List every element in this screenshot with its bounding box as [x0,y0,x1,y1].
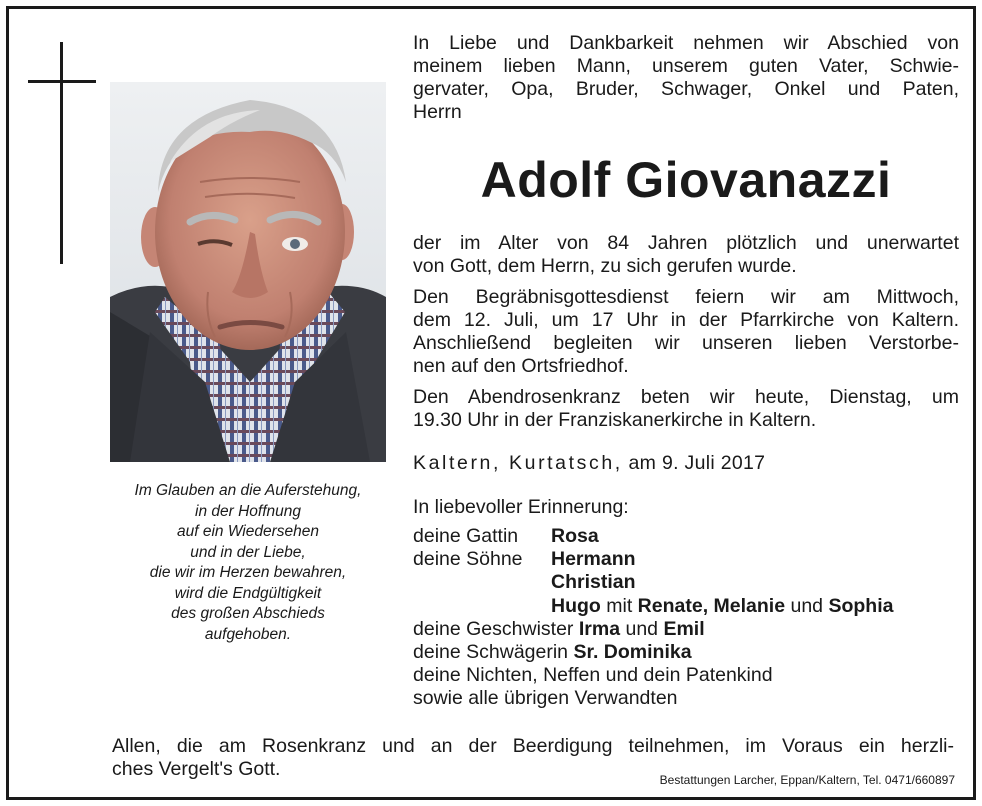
relation-label: deine Söhne [413,548,523,571]
intro-line: meinem lieben Mann, unserem guten Vater, Schwie- [413,55,959,77]
family-name: Irma [578,617,621,640]
quote-block [100,481,396,645]
family-row-wife [413,525,893,548]
funeral-paragraph [413,286,959,378]
family-row-son [413,571,893,594]
family-name: Rosa [551,525,599,547]
quote-line: Im Glauben an die Auferstehung, [134,482,362,499]
family-name: Christian [551,571,636,594]
notice-date: am 9. Juli 2017 [628,452,766,474]
family-list [413,525,893,711]
portrait-photo [110,82,386,462]
family-row-relatives [413,687,893,710]
connector-text: und [790,594,824,617]
connector-text: und [625,617,659,640]
relation-label: deine Nichten, Neffen und dein Patenkind [413,664,773,687]
family-row-son [413,595,893,618]
family-name: Sophia [828,594,894,617]
funeral-line: dem 12. Juli, um 17 Uhr in der Pfarrkirche von Kaltern. [413,309,959,331]
funeral-line: nen auf den Ortsfriedhof. [413,355,629,377]
family-row-sons [413,548,893,571]
memory-heading-text: In liebevoller Erinnerung: [413,496,629,518]
quote-line: auf ein Wiedersehen [176,523,320,540]
intro-line: Herrn [413,101,462,123]
quote-line: wird die Endgültigkeit [174,584,322,602]
intro-line: In Liebe und Dankbarkeit nehmen wir Abschied von [413,32,959,54]
closing-line: ches Vergelt's Gott. [112,758,281,780]
quote-line: in der Hoffnung [195,502,301,520]
family-row-sister-in-law [413,641,893,664]
quote-line: und in der Liebe, [190,543,306,561]
family-name: Emil [663,617,705,640]
place-date [413,452,959,475]
rosary-line: Den Abendrosenkranz beten wir heute, Dienstag, um [413,386,959,408]
age-line: der im Alter von 84 Jahren plötzlich und unerwartet [413,232,959,254]
rosary-line: 19.30 Uhr in der Franziskanerkirche in Kaltern. [413,409,817,431]
intro-paragraph [413,32,959,124]
age-paragraph [413,232,959,278]
quote-line: aufgehoben. [204,625,292,643]
family-row-siblings [413,618,893,641]
place-names: Kaltern, Kurtatsch, [413,452,623,474]
funeral-line: Anschließend begleiten wir unseren lieben Verstorbe- [413,332,959,354]
deceased-name: Adolf Giovanazzi [480,152,892,208]
memory-heading [413,496,959,519]
connector-text: mit [606,594,633,617]
family-row-nieces [413,664,893,687]
cross-icon [60,42,63,264]
relation-label: sowie alle übrigen Verwandten [413,687,678,710]
cross-icon-bar [28,80,96,83]
rosary-paragraph [413,386,959,432]
relation-label: deine Geschwister [413,617,574,640]
family-name: Hermann [551,548,636,571]
quote-line: die wir im Herzen bewahren, [149,564,347,581]
intro-line: gervater, Opa, Bruder, Schwager, Onkel und Paten, [413,78,959,100]
funeral-line: Den Begräbnisgottesdienst feiern wir am Mittwoch, [413,286,959,308]
closing-line: Allen, die am Rosenkranz und an der Beerdigung teilnehmen, im Voraus ein herzli- [112,735,954,757]
family-name: Sr. Dominika [573,640,692,663]
quote-line: des großen Abschieds [171,605,325,622]
relation-label: deine Schwägerin [413,640,569,663]
family-name: Hugo [551,594,601,617]
relation-label: deine Gattin [413,525,519,547]
funeral-home-footer: Bestattungen Larcher, Eppan/Kaltern, Tel. 0471/660897 [659,773,955,787]
family-name: Renate, Melanie [637,594,786,617]
age-line: von Gott, dem Herrn, zu sich gerufen wurde. [413,255,797,277]
